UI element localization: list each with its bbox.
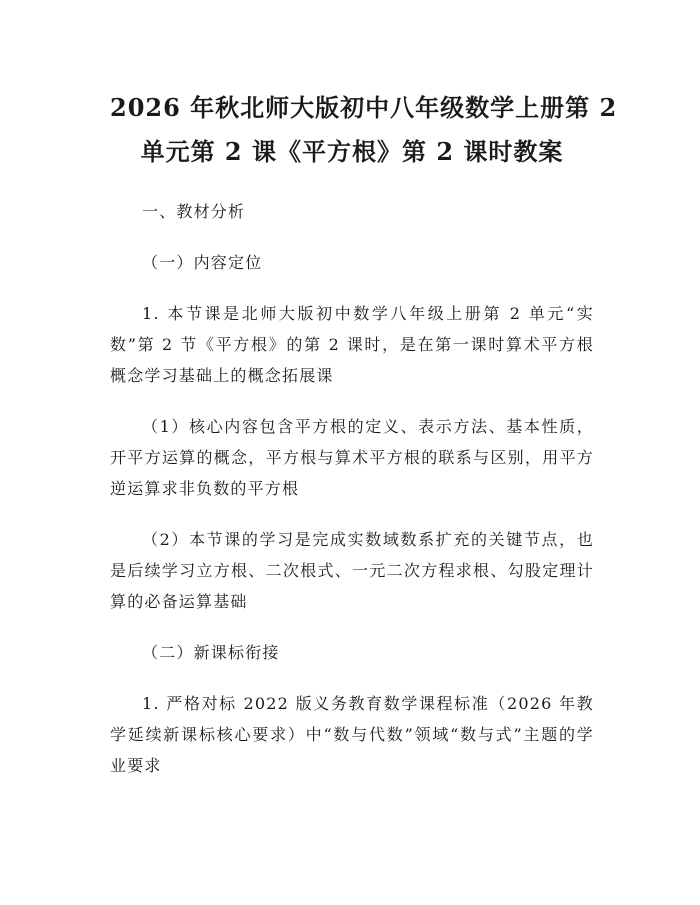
subsection-heading-curriculum-link: （二）新课标衔接 xyxy=(142,643,280,662)
document-title xyxy=(110,86,618,174)
paragraph-core-content: （1）核心内容包含平方根的定义、表示方法、基本性质，开平方运算的概念，平方根与算术平方根的联系与区别，用平方逆运算求非负数的平方根 xyxy=(110,417,594,498)
title-line-2: 单元第 2 课《平方根》第 2 课时教案 xyxy=(140,137,564,166)
paragraph-curriculum-standard: 1. 严格对标 2022 版义务教育数学课程标准（2026 年教学延续新课标核心要求）中“数与代数”领域“数与式”主题的学业要求 xyxy=(110,694,594,775)
subsection-heading-content-positioning: （一）内容定位 xyxy=(142,253,263,272)
paragraph-learning-significance: （2）本节课的学习是完成实数域数系扩充的关键节点，也是后续学习立方根、二次根式、一元二次方程求根、勾股定理计算的必备运算基础 xyxy=(110,530,594,611)
section-heading-textbook-analysis: 一、教材分析 xyxy=(142,202,246,221)
title-line-1: 2026 年秋北师大版初中八年级数学上册第 2 xyxy=(110,93,618,122)
paragraph-lesson-overview: 1. 本节课是北师大版初中数学八年级上册第 2 单元“实数”第 2 节《平方根》的第 2 课时，是在第一课时算术平方根概念学习基础上的概念拓展课 xyxy=(110,304,594,385)
